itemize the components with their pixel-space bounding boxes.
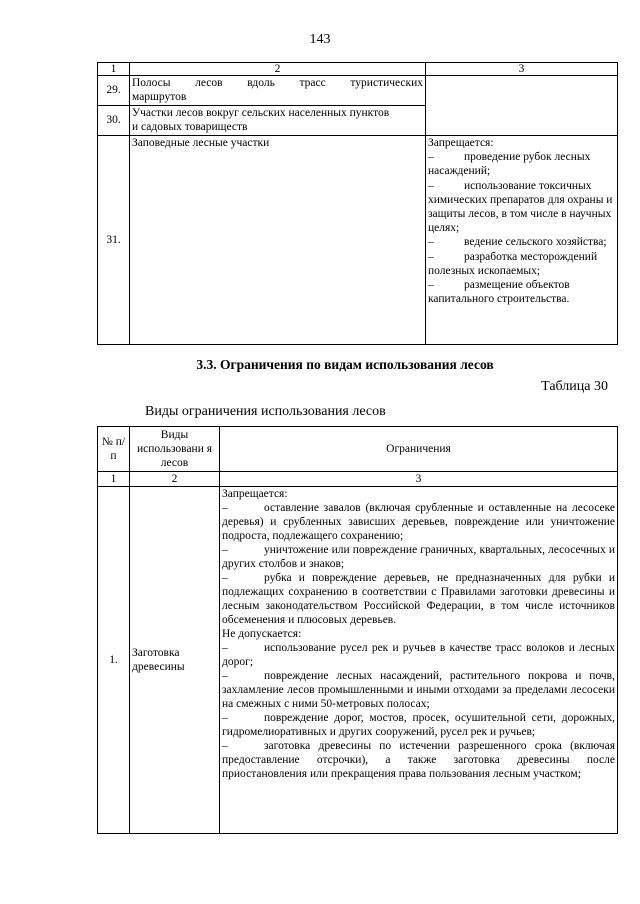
header-usage-type: Виды использовани я лесов	[130, 427, 220, 472]
row-name-line: маршрутов	[132, 91, 187, 104]
dash-mark: –	[428, 279, 434, 292]
forbidden-text: рубка и повреждение деревьев, не предназначенных для рубки и подлежащих сохранению в соответствии с Правилами заготовки древесины и лесным законодательством Российской Федерации, в том числе источников обсеменения и плюсовых деревьев.	[222, 572, 615, 626]
table-label: Таблица 30	[541, 379, 608, 394]
not-allowed-item	[222, 739, 615, 781]
not-allowed-text: использование русел рек и ручьев в качестве трасс волоков и лесных дорог;	[222, 642, 615, 668]
restriction-rest: насаждений;	[428, 165, 491, 178]
forbidden-item	[222, 543, 615, 571]
not-allowed-intro: Не допускается:	[222, 628, 302, 640]
row-number: 1.	[98, 487, 130, 834]
row-number: 31.	[98, 136, 130, 345]
col-number-3: 3	[220, 472, 618, 487]
restriction-rest: хозяйства;	[555, 236, 607, 249]
header-number: № п/п	[98, 427, 130, 472]
not-allowed-item	[222, 711, 615, 739]
dash-mark: –	[222, 544, 228, 556]
dash-mark: –	[222, 502, 228, 514]
row-usage-type: Заготовка древесины	[130, 487, 220, 834]
header-col-3: 3	[426, 63, 618, 76]
forbidden-text: уничтожение или повреждение граничных, квартальных, лесосечных и других столбов и знаков;	[222, 544, 615, 570]
row-restrictions	[220, 487, 618, 834]
dash-mark: –	[428, 151, 434, 164]
restriction-lead: ведение сельского	[464, 236, 553, 249]
page-number: 143	[309, 32, 331, 47]
row-name-line: и садовых товариществ	[132, 121, 248, 134]
dash-mark: –	[428, 250, 434, 263]
table-usage-restrictions	[97, 426, 618, 834]
table-row	[98, 136, 618, 345]
dash-mark: –	[428, 179, 434, 192]
row-name	[130, 76, 426, 106]
restriction-item	[428, 250, 615, 278]
dash-mark: –	[222, 740, 228, 752]
table-forest-zones	[97, 62, 618, 345]
dash-mark: –	[222, 572, 228, 584]
not-allowed-item	[222, 641, 615, 669]
restriction-item	[428, 278, 615, 306]
not-allowed-text: заготовка древесины по истечении разрешенного срока (включая предоставление отсрочки), а также заготовка древесины после приостановления или прекращения права пользования лесным участком;	[222, 740, 615, 780]
restriction-item	[428, 179, 615, 236]
restriction-lead: разработка	[464, 250, 518, 263]
dash-mark: –	[428, 236, 434, 249]
restriction-item	[428, 150, 615, 178]
row-name-line: Полосы лесов вдоль трасс туристических	[132, 77, 423, 89]
row-number: 30.	[98, 106, 130, 136]
restriction-lead: проведение рубок лесных	[464, 151, 591, 164]
dash-mark: –	[222, 642, 228, 654]
table-header-row	[98, 427, 618, 472]
table-row	[98, 76, 618, 106]
row-number: 29.	[98, 76, 130, 106]
restriction-intro: Запрещается:	[428, 137, 494, 149]
row-restriction-empty	[426, 76, 618, 136]
table-caption: Виды ограничения использования лесов	[145, 404, 386, 419]
row-name: Заповедные лесные участки	[130, 136, 426, 345]
header-restrictions: Ограничения	[220, 427, 618, 472]
forbidden-text: оставление завалов (включая срубленные и оставленные на лесосеке деревья) и срубленных зависших деревьев, повреждение или уничтожение подроста, подлежащего сохранению;	[222, 502, 615, 542]
not-allowed-text: повреждение лесных насаждений, растительного покрова и почв, захламление лесов промышленными и иными отходами за пределами лесосеки на смежных с ними 50-метровых полосах;	[222, 670, 615, 710]
table-header-row	[98, 63, 618, 76]
forbidden-item	[222, 501, 615, 543]
restriction-rest: капитального строительства.	[428, 293, 570, 306]
row-name-line: Участки лесов вокруг сельских населенных пунктов	[132, 107, 390, 119]
restriction-rest: химических препаратов для охраны и защиты лесов, в том числе в научных целях;	[428, 193, 613, 235]
forbidden-intro: Запрещается:	[222, 488, 288, 500]
restriction-item	[428, 235, 615, 249]
restriction-lead: размещение объектов	[464, 279, 570, 292]
dash-mark: –	[222, 670, 228, 682]
dash-mark: –	[222, 712, 228, 724]
col-number-1: 1	[98, 472, 130, 487]
header-col-2: 2	[130, 63, 426, 76]
col-number-2: 2	[130, 472, 220, 487]
table-row	[98, 487, 618, 834]
header-col-1: 1	[98, 63, 130, 76]
not-allowed-item	[222, 669, 615, 711]
forbidden-item	[222, 571, 615, 627]
not-allowed-text: повреждение дорог, мостов, просек, осушительной сети, дорожных, гидромелиоративных и других сооружений, русел рек и ручьев;	[222, 712, 615, 738]
row-name	[130, 106, 426, 136]
restriction-rest: месторождений полезных ископаемых;	[428, 250, 598, 277]
row-restrictions	[426, 136, 618, 345]
restriction-lead: использование токсичных	[464, 179, 592, 192]
section-title: 3.3. Ограничения по видам использования лесов	[196, 357, 494, 372]
table-number-row	[98, 472, 618, 487]
